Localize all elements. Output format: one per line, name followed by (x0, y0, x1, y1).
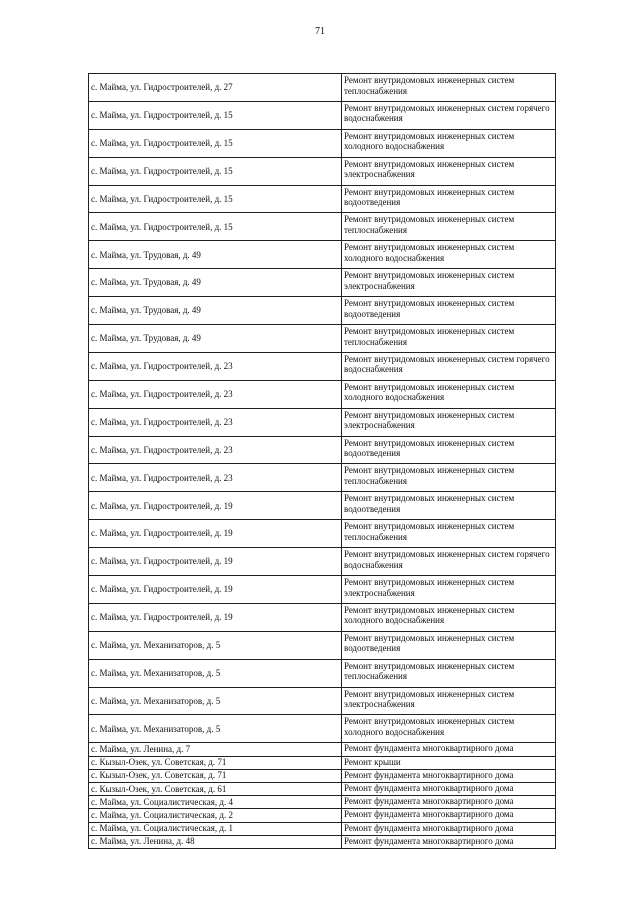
table-row (89, 835, 556, 848)
work-type-cell: Ремонт внутридомовых инженерных систем электроснабжения (342, 269, 556, 297)
table-row (89, 380, 556, 408)
works-table (88, 73, 556, 849)
work-type-cell: Ремонт внутридомовых инженерных систем электроснабжения (342, 687, 556, 715)
address-cell: с. Кызыл-Озек, ул. Советская, д. 71 (89, 769, 342, 782)
work-type-cell: Ремонт внутридомовых инженерных систем водоотведения (342, 297, 556, 325)
table-row (89, 436, 556, 464)
address-cell: с. Майма, ул. Гидростроителей, д. 15 (89, 213, 342, 241)
address-cell: с. Майма, ул. Социалистическая, д. 2 (89, 809, 342, 822)
table-row (89, 520, 556, 548)
work-type-cell: Ремонт внутридомовых инженерных систем теплоснабжения (342, 520, 556, 548)
table-row (89, 241, 556, 269)
address-cell: с. Майма, ул. Гидростроителей, д. 19 (89, 576, 342, 604)
works-table-body (89, 74, 556, 849)
address-cell: с. Майма, ул. Гидростроителей, д. 27 (89, 74, 342, 102)
table-row (89, 809, 556, 822)
work-type-cell: Ремонт внутридомовых инженерных систем теплоснабжения (342, 74, 556, 102)
work-type-cell: Ремонт внутридомовых инженерных систем теплоснабжения (342, 659, 556, 687)
address-cell: с. Майма, ул. Ленина, д. 48 (89, 835, 342, 848)
work-type-cell: Ремонт внутридомовых инженерных систем холодного водоснабжения (342, 129, 556, 157)
work-type-cell: Ремонт внутридомовых инженерных систем горячего водоснабжения (342, 352, 556, 380)
table-row (89, 129, 556, 157)
table-row (89, 715, 556, 743)
work-type-cell: Ремонт внутридомовых инженерных систем электроснабжения (342, 157, 556, 185)
work-type-cell: Ремонт внутридомовых инженерных систем холодного водоснабжения (342, 603, 556, 631)
table-row (89, 408, 556, 436)
table-row (89, 352, 556, 380)
table-row (89, 659, 556, 687)
address-cell: с. Майма, ул. Механизаторов, д. 5 (89, 715, 342, 743)
address-cell: с. Кызыл-Озек, ул. Советская, д. 71 (89, 756, 342, 769)
address-cell: с. Майма, ул. Гидростроителей, д. 19 (89, 492, 342, 520)
address-cell: с. Майма, ул. Гидростроителей, д. 23 (89, 408, 342, 436)
address-cell: с. Майма, ул. Гидростроителей, д. 23 (89, 464, 342, 492)
work-type-cell: Ремонт внутридомовых инженерных систем водоотведения (342, 631, 556, 659)
work-type-cell: Ремонт внутридомовых инженерных систем водоотведения (342, 492, 556, 520)
work-type-cell: Ремонт внутридомовых инженерных систем водоотведения (342, 436, 556, 464)
work-type-cell: Ремонт фундамента многоквартирного дома (342, 769, 556, 782)
table-row (89, 796, 556, 809)
address-cell: с. Майма, ул. Гидростроителей, д. 19 (89, 520, 342, 548)
address-cell: с. Майма, ул. Гидростроителей, д. 23 (89, 436, 342, 464)
table-row (89, 185, 556, 213)
work-type-cell: Ремонт внутридомовых инженерных систем теплоснабжения (342, 213, 556, 241)
work-type-cell: Ремонт внутридомовых инженерных систем холодного водоснабжения (342, 241, 556, 269)
table-row (89, 492, 556, 520)
table-row (89, 687, 556, 715)
table-row (89, 74, 556, 102)
address-cell: с. Майма, ул. Гидростроителей, д. 19 (89, 603, 342, 631)
work-type-cell: Ремонт фундамента многоквартирного дома (342, 822, 556, 835)
work-type-cell: Ремонт внутридомовых инженерных систем горячего водоснабжения (342, 101, 556, 129)
work-type-cell: Ремонт фундамента многоквартирного дома (342, 743, 556, 756)
address-cell: с. Майма, ул. Механизаторов, д. 5 (89, 687, 342, 715)
address-cell: с. Майма, ул. Трудовая, д. 49 (89, 297, 342, 325)
table-row (89, 782, 556, 795)
address-cell: с. Майма, ул. Социалистическая, д. 1 (89, 822, 342, 835)
work-type-cell: Ремонт внутридомовых инженерных систем водоотведения (342, 185, 556, 213)
work-type-cell: Ремонт внутридомовых инженерных систем электроснабжения (342, 408, 556, 436)
work-type-cell: Ремонт фундамента многоквартирного дома (342, 796, 556, 809)
table-row (89, 157, 556, 185)
table-row (89, 325, 556, 353)
address-cell: с. Майма, ул. Гидростроителей, д. 15 (89, 101, 342, 129)
address-cell: с. Майма, ул. Трудовая, д. 49 (89, 325, 342, 353)
work-type-cell: Ремонт фундамента многоквартирного дома (342, 782, 556, 795)
address-cell: с. Майма, ул. Механизаторов, д. 5 (89, 631, 342, 659)
address-cell: с. Майма, ул. Социалистическая, д. 4 (89, 796, 342, 809)
address-cell: с. Майма, ул. Гидростроителей, д. 15 (89, 129, 342, 157)
address-cell: с. Майма, ул. Трудовая, д. 49 (89, 241, 342, 269)
work-type-cell: Ремонт внутридомовых инженерных систем холодного водоснабжения (342, 380, 556, 408)
address-cell: с. Кызыл-Озек, ул. Советская, д. 61 (89, 782, 342, 795)
table-row (89, 769, 556, 782)
table-row (89, 297, 556, 325)
table-row (89, 631, 556, 659)
table-row (89, 756, 556, 769)
address-cell: с. Майма, ул. Ленина, д. 7 (89, 743, 342, 756)
table-row (89, 603, 556, 631)
work-type-cell: Ремонт фундамента многоквартирного дома (342, 835, 556, 848)
table-row (89, 743, 556, 756)
work-type-cell: Ремонт крыши (342, 756, 556, 769)
table-row (89, 269, 556, 297)
work-type-cell: Ремонт фундамента многоквартирного дома (342, 809, 556, 822)
address-cell: с. Майма, ул. Гидростроителей, д. 15 (89, 185, 342, 213)
work-type-cell: Ремонт внутридомовых инженерных систем теплоснабжения (342, 325, 556, 353)
work-type-cell: Ремонт внутридомовых инженерных систем холодного водоснабжения (342, 715, 556, 743)
address-cell: с. Майма, ул. Гидростроителей, д. 15 (89, 157, 342, 185)
table-row (89, 576, 556, 604)
work-type-cell: Ремонт внутридомовых инженерных систем электроснабжения (342, 576, 556, 604)
table-row (89, 822, 556, 835)
table-row (89, 464, 556, 492)
work-type-cell: Ремонт внутридомовых инженерных систем теплоснабжения (342, 464, 556, 492)
address-cell: с. Майма, ул. Механизаторов, д. 5 (89, 659, 342, 687)
address-cell: с. Майма, ул. Гидростроителей, д. 23 (89, 352, 342, 380)
address-cell: с. Майма, ул. Гидростроителей, д. 23 (89, 380, 342, 408)
table-row (89, 213, 556, 241)
work-type-cell: Ремонт внутридомовых инженерных систем горячего водоснабжения (342, 548, 556, 576)
table-row (89, 101, 556, 129)
address-cell: с. Майма, ул. Гидростроителей, д. 19 (89, 548, 342, 576)
table-row (89, 548, 556, 576)
page-number: 71 (315, 26, 325, 37)
address-cell: с. Майма, ул. Трудовая, д. 49 (89, 269, 342, 297)
